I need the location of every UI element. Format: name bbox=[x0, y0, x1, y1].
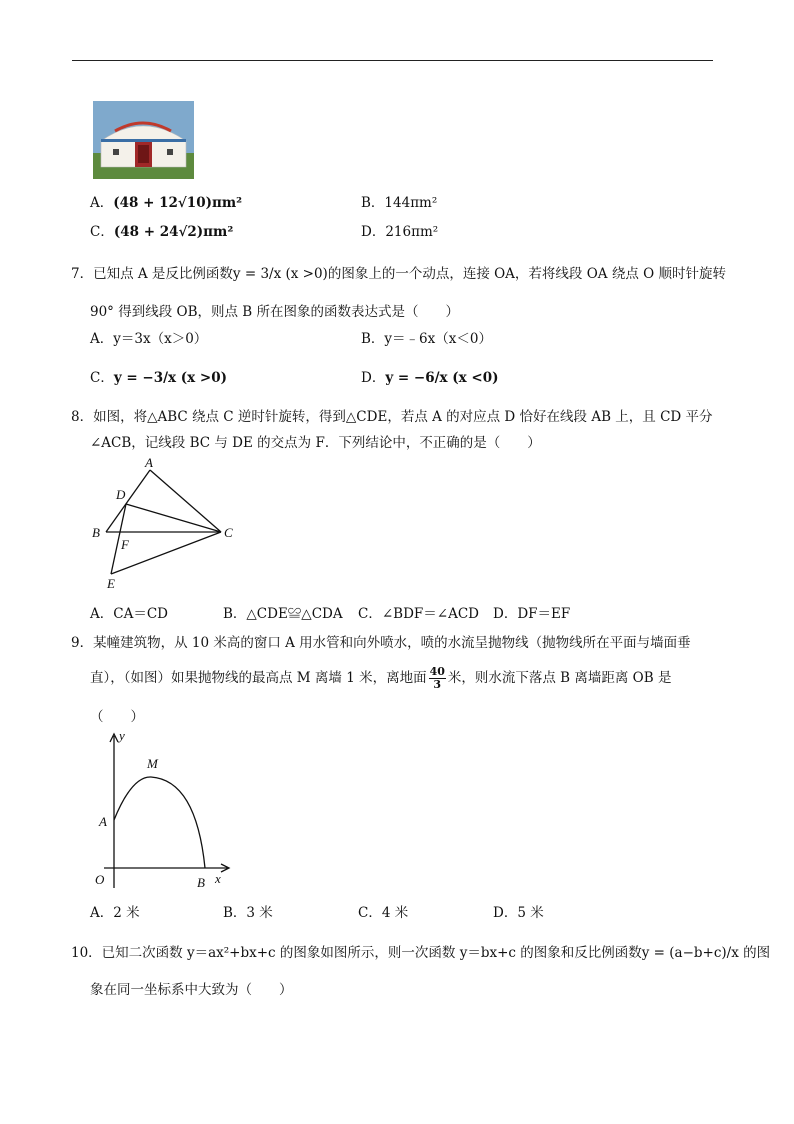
q10-stem-line1: 10．已知二次函数 y＝ax²+bx+c 的图象如图所示，则一次函数 y＝bx+c 的图象和反比例函数y = (a−b+c)/x 的图 bbox=[71, 945, 771, 961]
q9-parabola-figure bbox=[88, 722, 238, 894]
q8-stem-line1: 8．如图，将△ABC 绕点 C 逆时针旋转，得到△CDE，若点 A 的对应点 D 恰好在线段 AB 上，且 CD 平分 bbox=[71, 409, 713, 425]
q9-label-b: B bbox=[197, 875, 205, 890]
q7-option-c: C．y = −3/x (x >0) bbox=[90, 370, 228, 386]
q6-option-d: D．216πm² bbox=[361, 224, 439, 240]
q9-stem-line3: （ ） bbox=[90, 709, 144, 725]
q9-label-o: O bbox=[95, 872, 105, 887]
q9-label-x: x bbox=[215, 871, 221, 886]
q8-label-d: D bbox=[116, 487, 126, 502]
q8-option-a: A．CA＝CD bbox=[90, 606, 168, 622]
q9-option-a: A．2 米 bbox=[90, 905, 140, 921]
q8-label-f: F bbox=[121, 537, 129, 552]
q10-stem-line2: 象在同一坐标系中大致为（ ） bbox=[90, 982, 293, 998]
q6-option-a: A．(48 + 12√10)πm² bbox=[90, 195, 243, 211]
q8-stem-line2: ∠ACB，记线段 BC 与 DE 的交点为 F．下列结论中，不正确的是（ ） bbox=[90, 435, 541, 451]
q7-option-a: A．y＝3x（x＞0） bbox=[90, 331, 208, 347]
q9-height-fraction: $\frac{40}{3}$ bbox=[429, 665, 445, 691]
q8-option-b: B．△CDE≌△CDA bbox=[223, 606, 343, 622]
q9-option-d: D．5 米 bbox=[493, 905, 544, 921]
q9-label-m: M bbox=[147, 756, 158, 771]
q8-triangle-figure bbox=[86, 452, 246, 592]
q7-stem-line1: 7．已知点 A 是反比例函数y = 3/x (x >0)的图象上的一个动点，连接 OA，若将线段 OA 绕点 O 顺时针旋转 bbox=[71, 266, 726, 282]
q9-label-y: y bbox=[119, 728, 125, 743]
q8-option-d: D．DF＝EF bbox=[493, 606, 571, 622]
q8-label-a: A bbox=[145, 455, 153, 470]
q8-label-b: B bbox=[92, 525, 100, 540]
q9-option-c: C．4 米 bbox=[358, 905, 409, 921]
q8-option-c: C．∠BDF＝∠ACD bbox=[358, 606, 479, 622]
q7-stem-line2: 90° 得到线段 OB，则点 B 所在图象的函数表达式是（ ） bbox=[90, 304, 460, 320]
q9-label-a: A bbox=[99, 814, 107, 829]
yurt-photo bbox=[93, 101, 194, 179]
q9-stem-line1: 9．某幢建筑物，从 10 米高的窗口 A 用水管和向外喷水，喷的水流呈抛物线（抛物线所在平面与墙面垂 bbox=[71, 635, 691, 651]
q9-stem-line2: 直），（如图）如果抛物线的最高点 M 离墙 1 米，离地面 $\frac{40}{3}$ 米，则水流下落点 B 离墙距离 OB 是 bbox=[90, 665, 672, 691]
q6-option-c: C．(48 + 24√2)πm² bbox=[90, 224, 234, 240]
q6-option-b: B．144πm² bbox=[361, 195, 438, 211]
q9-option-b: B．3 米 bbox=[223, 905, 273, 921]
q8-label-e: E bbox=[107, 576, 115, 591]
header-rule bbox=[72, 60, 713, 61]
q7-option-b: B．y＝﹣6x（x＜0） bbox=[361, 331, 492, 347]
q7-option-d: D．y = −6/x (x <0) bbox=[361, 370, 499, 386]
q8-label-c: C bbox=[224, 525, 233, 540]
